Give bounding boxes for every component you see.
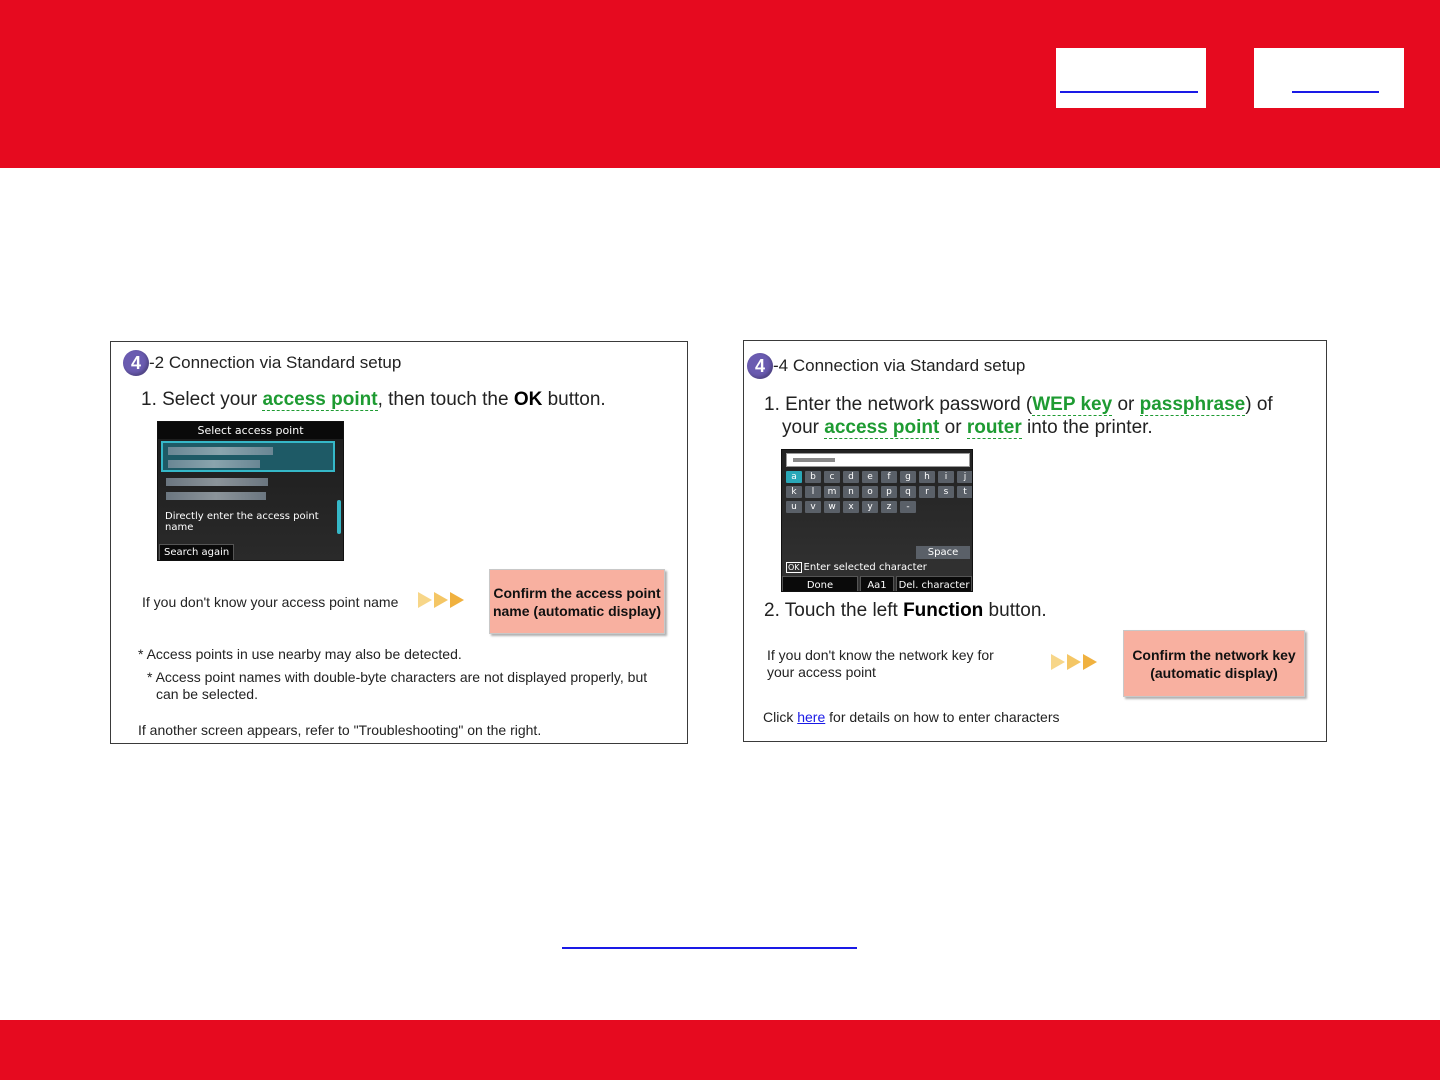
instruction-2 <box>764 599 1047 622</box>
instruction-text: or <box>939 417 967 438</box>
keyboard-key: f <box>881 471 897 483</box>
done-function: Done <box>782 576 858 592</box>
keyboard-key: u <box>786 501 802 513</box>
instruction-text: ) of <box>1245 394 1273 415</box>
instruction-text: or <box>1112 394 1140 415</box>
arrow-icon <box>1051 654 1097 670</box>
header-bar <box>0 0 1440 168</box>
keyboard-key: e <box>862 471 878 483</box>
help-text-prefix: Click <box>763 709 798 725</box>
ok-label: OK <box>513 389 543 410</box>
keyword-access-point[interactable]: access point <box>262 389 378 410</box>
key-row-1 <box>786 471 973 483</box>
nav-button-right[interactable] <box>1254 48 1404 108</box>
key-row-3 <box>786 501 916 513</box>
confirm-network-key-button[interactable]: Confirm the network key (automatic display) <box>1123 630 1305 697</box>
keyboard-key: y <box>862 501 878 513</box>
password-input-field <box>786 453 970 467</box>
instruction-text: 2. Touch the left <box>764 600 904 621</box>
instruction-1 <box>141 388 606 411</box>
step-heading <box>747 353 1025 379</box>
keyword-router[interactable]: router <box>966 417 1022 438</box>
keyword-passphrase[interactable]: passphrase <box>1139 394 1246 415</box>
help-link[interactable]: here <box>797 709 826 725</box>
lcd-scrollbar <box>337 500 341 534</box>
hint-text: If you don't know your access point name <box>142 594 399 610</box>
lcd-function-bar <box>782 576 972 592</box>
keyboard-key: i <box>938 471 954 483</box>
search-again-button: Search again <box>159 544 234 561</box>
blurred-ssid <box>168 460 260 468</box>
keyboard-key: g <box>900 471 916 483</box>
instruction-text: , then touch the <box>377 389 514 410</box>
key-row-2 <box>786 486 973 498</box>
keyboard-key: j <box>957 471 973 483</box>
keyboard-key: r <box>919 486 935 498</box>
printer-lcd-select-access-point <box>157 421 344 561</box>
keyboard-key: b <box>805 471 821 483</box>
instruction-text: button. <box>983 600 1047 621</box>
keyboard-key: w <box>824 501 840 513</box>
direct-entry-option: Directly enter the access point name <box>165 511 319 533</box>
blurred-ssid <box>166 478 268 486</box>
access-point-item <box>161 475 335 506</box>
page-link-underline[interactable] <box>562 947 857 949</box>
step-heading <box>123 350 401 376</box>
lcd-title: Select access point <box>158 422 343 439</box>
keyboard-key: s <box>938 486 954 498</box>
keyboard-key: v <box>805 501 821 513</box>
keyboard-key: o <box>862 486 878 498</box>
keyboard-key: l <box>805 486 821 498</box>
keyboard-key: m <box>824 486 840 498</box>
instruction-text: 1. Enter the network password ( <box>764 394 1033 415</box>
step-number-badge: 4 <box>123 350 149 376</box>
keyboard-key: t <box>957 486 973 498</box>
keyboard-key: h <box>919 471 935 483</box>
ok-icon: OK <box>788 563 800 572</box>
nav-button-left[interactable] <box>1056 48 1206 108</box>
enter-selected-label: Enter selected character <box>803 562 927 573</box>
keyboard-key: z <box>881 501 897 513</box>
blurred-ssid <box>166 492 266 500</box>
instruction-text: button. <box>542 389 606 410</box>
instruction-text: into the printer. <box>1021 417 1153 438</box>
delete-function: Del. character <box>896 576 972 592</box>
keyboard-key: p <box>881 486 897 498</box>
keyboard-key: x <box>843 501 859 513</box>
step-number-badge: 4 <box>747 353 773 379</box>
step-panel-4-2 <box>110 341 688 744</box>
instruction-text: 1. Select your <box>141 389 263 410</box>
keyword-wep-key[interactable]: WEP key <box>1032 394 1113 415</box>
nav-link-underline[interactable] <box>1060 91 1198 93</box>
blurred-ssid <box>168 447 273 455</box>
arrow-icon <box>418 592 464 608</box>
keyboard-key: d <box>843 471 859 483</box>
keyword-access-point[interactable]: access point <box>824 417 940 438</box>
help-text <box>763 709 1060 726</box>
keyboard-key: q <box>900 486 916 498</box>
troubleshooting-note: If another screen appears, refer to "Troubleshooting" on the right. <box>138 722 542 738</box>
step-panel-4-4 <box>743 340 1327 742</box>
case-function: Aa1 <box>860 576 894 592</box>
step-title: -4 Connection via Standard setup <box>773 356 1026 375</box>
access-point-item-selected <box>161 441 335 472</box>
confirm-access-point-button[interactable]: Confirm the access point name (automatic display) <box>489 569 665 634</box>
lcd-footer <box>782 561 972 575</box>
space-key: Space <box>916 546 970 559</box>
keyboard-key: - <box>900 501 916 513</box>
keyboard-key: k <box>786 486 802 498</box>
instruction-text: your <box>782 417 825 438</box>
footer-bar <box>0 1020 1440 1080</box>
help-text-suffix: for details on how to enter characters <box>825 709 1060 725</box>
instruction-1 <box>764 393 1319 439</box>
nav-link-underline[interactable] <box>1292 91 1379 93</box>
step-title: -2 Connection via Standard setup <box>149 353 402 372</box>
keyboard-key: n <box>843 486 859 498</box>
keyboard-key: a <box>786 471 802 483</box>
note-2: * Access point names with double-byte characters are not displayed properly, but can be selected. <box>147 669 648 702</box>
hint-text: If you don't know the network key for your access point <box>767 647 994 680</box>
note-1: * Access points in use nearby may also be detected. <box>138 646 462 662</box>
keyboard-key: c <box>824 471 840 483</box>
function-label: Function <box>903 600 984 621</box>
printer-lcd-keyboard <box>781 449 973 592</box>
